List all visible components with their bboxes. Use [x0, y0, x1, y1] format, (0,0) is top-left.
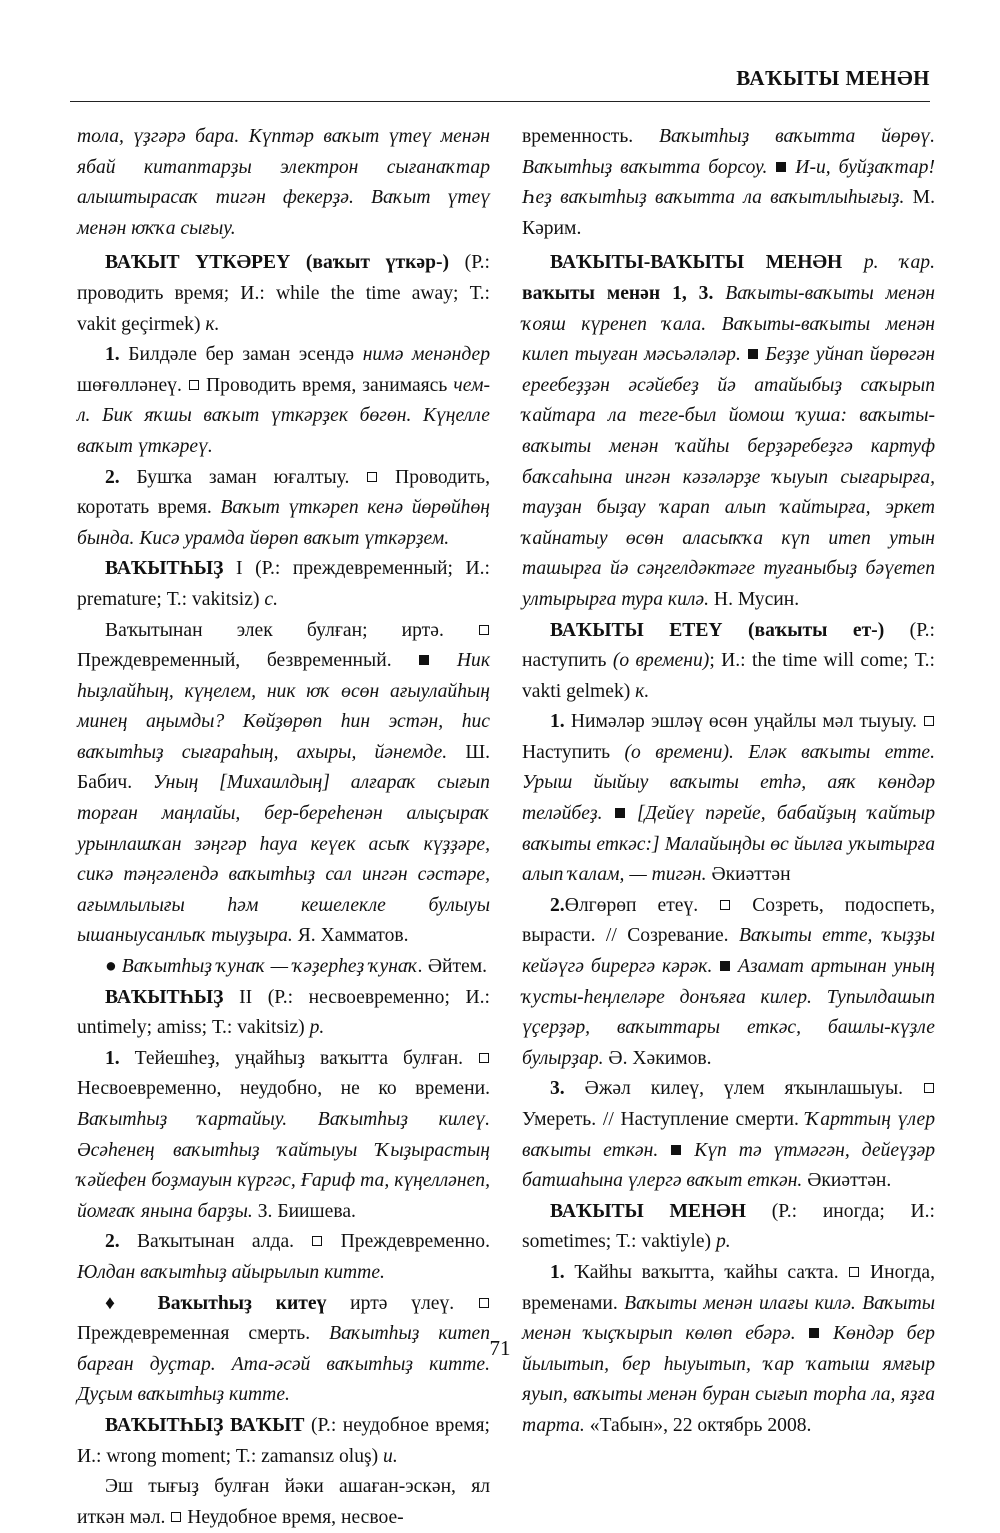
example: Еләк ваҡыты етте. Урыш йыйыу ваҡыты етһә, аяҡ көндәр теләйбеҙ. — [522, 741, 936, 825]
sense-1 — [522, 707, 935, 891]
sense-number: 1. — [550, 711, 565, 733]
example: Ваҡытһыҙ ҡартайыу. Ваҡытһыҙ килеү. Әсәһенең ваҡытһыҙ ҡайтыуы Ҡыҙырастың ҡәйефен боҙмауын күргәс, Ғариф та, күңелләнеп, йомғаҡ янына барҙы. — [77, 1109, 490, 1222]
entry-equivalents: I (Р.: преждевременный; И.: premature; Т.: vakitsiz) — [77, 558, 490, 610]
source: Әйтем. — [422, 956, 488, 978]
source: «Табын», 22 октябрь 2008. — [584, 1414, 812, 1436]
headword: ВАҠЫТЫ МЕНӘН — [550, 1200, 747, 1222]
source: Ш. Бабич. — [77, 741, 490, 794]
example: Ваҡытһыҙ ваҡытта йөрөү. Ваҡытһыҙ ваҡытта борсоу. — [522, 126, 935, 178]
gram-label: р. — [715, 1231, 731, 1253]
example: [Дейеү пәрейе, бабайҙың ҡайтыр ваҡыты еткәс:] Малайыңды өс йылға уҡытырға алып ҡалам, — тигән. — [522, 803, 935, 886]
source: М. Кәрим. — [522, 187, 935, 239]
square-marker-icon — [479, 625, 489, 635]
left-column — [77, 122, 490, 1533]
russian-translation: Умереть. // Наступление смерти. — [522, 1109, 799, 1130]
headword: ВАҠЫТЫ ЕТЕҮ — [550, 619, 723, 641]
russian-translation: Проводить время, занимаясь — [206, 374, 454, 396]
square-marker-icon — [367, 472, 377, 482]
sense-2 — [77, 1227, 490, 1288]
entry-equivalents: (Р.: наступить — [522, 619, 935, 672]
sense-number: 2. — [105, 1231, 120, 1253]
definition: Ваҡытынан элек булған; иртә. — [105, 619, 478, 641]
example: Ҡарттың үлер ваҡыты еткән. — [522, 1109, 935, 1161]
definition: Өлгөрөп етеү. — [564, 894, 720, 916]
russian-translation: временность. — [522, 126, 634, 147]
sense-1 — [77, 1044, 490, 1228]
entry-equivalents: (Р.: неудобное время; И.: wrong moment; Т.: zamansız oluş) — [77, 1414, 490, 1467]
example: Ваҡыты-ваҡыты менән ҡояш күренеп ҡала. Ваҡыты-ваҡыты менән килеп тыуған мәсьәләләр. — [522, 282, 935, 366]
square-marker-icon — [720, 900, 730, 910]
gram-label: р. — [309, 1017, 325, 1039]
entry-equivalents: (Р.: иногда; И.: sometimes; Т.: vaktiyle) — [522, 1200, 935, 1253]
gram-label: и. — [383, 1445, 398, 1467]
example: Көндәр бер йылытып, бер һыуытып, ҡар ҡатыш ямғыр яуып, ваҡыты менән буран сығып торһа ла, яҙға тарта. — [522, 1323, 935, 1436]
example: Беҙҙе уйнап йөрөгән ереебеҙҙән әсәйебеҙ йә атайыбыҙ саҡырып ҡайтара ла теге-был йомош ҡуша: ваҡыты-ваҡыты менән ҡайһы берҙәребеҙгә картуф баҡсаһына ингән кәзәләрҙе ҡыуып сығарырға, тауҙан быҙау ҡарап алып ҡайтырға, эркет ҡайнатыу өсөн аласыҡҡа күп итеп утын ташырға йә сәңгелдәктәге туғаныбыҙ бәүетеп ултырырға тура килә. — [522, 344, 936, 610]
square-marker-icon — [479, 1298, 489, 1308]
definition-italic: нимә менәндер — [362, 344, 490, 366]
cross-reference: ваҡыты менән 1, 3. — [522, 282, 714, 304]
sense — [77, 616, 490, 953]
example: Ник һыҙлайһың, күңелем, ник юҡ өсөн ағыулайһың минең аңымды? Көйҙөрөп һин эстән, һис ваҡытһыҙ сығараһың, ахыры, йәнемде. — [77, 650, 490, 763]
black-square-marker-icon — [748, 349, 758, 359]
square-marker-icon — [849, 1267, 859, 1277]
black-square-marker-icon — [615, 808, 625, 818]
sense-number: 2. — [550, 894, 565, 916]
definition: Эш тығыҙ булған йәки ашаған-эскән, ял иткән мәл. — [77, 1476, 490, 1528]
sense-number: 2. — [105, 466, 120, 488]
source: З. Биишева. — [252, 1200, 356, 1222]
entry-italic: (о времени) — [612, 650, 710, 672]
definition: Ҡайһы ваҡытта, ҡайһы саҡта. — [564, 1261, 849, 1283]
headword-stem: (ваҡыты ет-) — [722, 619, 885, 641]
sense-3 — [522, 1074, 935, 1196]
definition: Нимәләр эшләү өсөн уңайлы мәл тыуыу. — [564, 711, 923, 733]
headword: ВАҠЫТҺЫҘ ВАҠЫТ — [105, 1414, 305, 1436]
definition: иртә үлеү. — [326, 1292, 478, 1314]
example: Күп тә үтмәгән, дейеүҙәр батшаһына үлергә ваҡыт еткән. — [522, 1139, 935, 1192]
sense-2 — [77, 463, 490, 555]
russian-translation: Проводить, коротать время. — [77, 466, 490, 519]
definition: Әжәл килеү, үлем яҡынлашыуы. — [564, 1078, 923, 1100]
sense-number: 1. — [105, 1047, 120, 1069]
headword-stem: (ваҡыт үткәр-) — [305, 252, 450, 274]
sense-number: 3. — [550, 1078, 565, 1100]
square-marker-icon — [171, 1512, 181, 1522]
russian-translation: Неудобное время, несвое- — [187, 1506, 404, 1528]
square-marker-icon — [924, 716, 934, 726]
right-continuation — [522, 122, 935, 244]
entry-vaqyty-vaqyty-menan — [522, 248, 935, 615]
sense-number: 1. — [550, 1261, 565, 1283]
headword: ВАҠЫТҺЫҘ — [105, 986, 224, 1008]
black-square-marker-icon — [419, 655, 429, 665]
example: Ваҡыт үткәреп кенә йөрөйһөң бында. Кисә урамда йөрөп ваҡыт үткәрҙем. — [77, 497, 490, 549]
entry-equivalents: II (Р.: несвоевременно; И.: untimely; amiss; Т.: vakitsiz) — [77, 986, 490, 1039]
example: Ваҡыты етте, ҡыҙҙы кейәүгә бирергә кәрәк. — [522, 925, 935, 978]
gram-label: к. — [635, 680, 650, 702]
headword: ВАҠЫТҺЫҘ — [105, 558, 224, 580]
source: Әкиәттән — [711, 864, 791, 886]
definition: Бушҡа заман юғалтыу. — [119, 466, 367, 488]
gram-label: к. — [205, 313, 220, 335]
entry-vaqyt-utkarau — [77, 248, 490, 340]
gram-label: р. ҡар. — [842, 252, 935, 274]
phrase-headword: Ваҡытһыҙ китеү — [133, 1292, 327, 1314]
definition: Тейешһеҙ, уңайһыҙ ваҡытта булған. — [119, 1047, 478, 1069]
source: Я. Хамматов. — [292, 925, 409, 947]
running-head: ВАҠЫТЫ МЕНӘН — [736, 66, 930, 90]
example: Азамат артынан уның ҡусты-һеңлеләре донъяға килер. Тупылдашып үҫерҙәр, ваҡыттары еткәс, башлы-күҙле булырҙар. — [522, 956, 935, 1069]
phrase — [77, 952, 490, 983]
square-marker-icon — [312, 1236, 322, 1246]
diamond-icon: ♦ — [105, 1292, 134, 1314]
example: Ваҡытһыҙ китеп барған дуҫтар. Ата-әсәй ваҡытһыҙ китте. Дуҫым ваҡытһыҙ китте. — [77, 1323, 490, 1406]
square-marker-icon — [479, 1053, 489, 1063]
right-column — [522, 122, 935, 1442]
bullet-icon: ● — [105, 956, 117, 978]
russian-translation: Наступить — [522, 741, 625, 763]
example: Бик яҡшы ваҡыт үткәрҙек бөгөн. Күңелле ваҡыт үткәреү. — [77, 405, 490, 457]
example: Уның [Михаилдың] алғараҡ сығып торған маңлайы, бер-береһенән алыҫыраҡ урынлашҡан зәңгәр һауа кеүек асыҡ күҙҙәре, сикә тәңгәлендә ваҡытһыҙ сал ингән сәстәре, ағымлылығы һәм кешелеклe булыуы ышаныусанлыҡ тыуҙыра. — [77, 772, 490, 947]
entry-vaqythyz-2 — [77, 983, 490, 1044]
definition: Ваҡытынан алда. — [119, 1231, 312, 1253]
source: Н. Мусин. — [709, 588, 800, 610]
example: Юлдан ваҡытһыҙ айырылып китте. — [77, 1261, 385, 1283]
gram-label: с. — [264, 588, 278, 610]
square-marker-icon — [189, 380, 199, 390]
russian-translation: Несвоевременно, неудобно, не ко времени. — [77, 1078, 490, 1100]
square-marker-icon — [924, 1083, 934, 1093]
example: И-и, буйҙаҡтар! Һеҙ ваҡытһыҙ ваҡытта ла ваҡытлыһығыҙ. — [522, 156, 935, 209]
entry-vaqyty-menan — [522, 1197, 935, 1258]
left-continuation: тола, үҙгәрә бара. Күптәр ваҡыт үтеү менән ябай китаптарҙы электрон сығанаҡтар алыштырасаҡ тигән фекерҙә. Ваҡыт үтеү менән юҡҡа сығыу. — [77, 126, 490, 239]
entry-vaqythyz-1 — [77, 554, 490, 615]
russian-translation: Преждевременный, безвременный. — [77, 650, 419, 672]
entry-vaqyty-eteu — [522, 616, 935, 708]
headword: ВАҠЫТЫ-ВАҠЫТЫ МЕНӘН — [550, 252, 843, 274]
sense-2 — [522, 891, 935, 1075]
entry-vaqythyz-vaqyt — [77, 1411, 490, 1472]
black-square-marker-icon — [720, 961, 730, 971]
black-square-marker-icon — [671, 1145, 681, 1155]
entry-equivalents: (Р.: проводить время; И.: while the time away; Т.: vakit geçirmek) — [77, 252, 490, 335]
headword: ВАҠЫТ ҮТКӘРЕҮ — [105, 252, 291, 274]
sense-1 — [77, 340, 490, 462]
sense — [77, 1472, 490, 1533]
russian-translation: Созреть, подоспеть, вырасти. // Созревание. — [522, 894, 935, 947]
example: Ваҡыты менән илағы килә. Ваҡыты менән ҡыҫҡырып көлөп ебәрә. — [522, 1292, 935, 1345]
source: Әкиәттән. — [807, 1170, 892, 1192]
header-rule — [70, 101, 930, 102]
russian-translation: Иногда, временами. — [522, 1261, 935, 1314]
black-square-marker-icon — [776, 162, 786, 172]
russian-italic: чем-л. — [77, 374, 490, 427]
russian-italic: (о времени). — [624, 741, 734, 763]
source: Ә. Хәкимов. — [608, 1047, 712, 1069]
example: Ваҡытһыҙ ҡунаҡ — ҡәҙерһеҙ ҡунаҡ. — [116, 956, 423, 978]
russian-translation: Преждевременно. — [340, 1231, 490, 1253]
page-number: 71 — [489, 1336, 511, 1360]
russian-translation: Преждевременная смерть. — [77, 1323, 311, 1345]
definition: Билдәле бер заман эсендә — [119, 344, 363, 366]
sense-number: 1. — [105, 344, 120, 366]
definition-cont: шөғөлләнеү. — [77, 374, 188, 396]
entry-equivalents-cont: ; И.: the time will come; Т.: vakti gelmek) — [522, 650, 936, 702]
